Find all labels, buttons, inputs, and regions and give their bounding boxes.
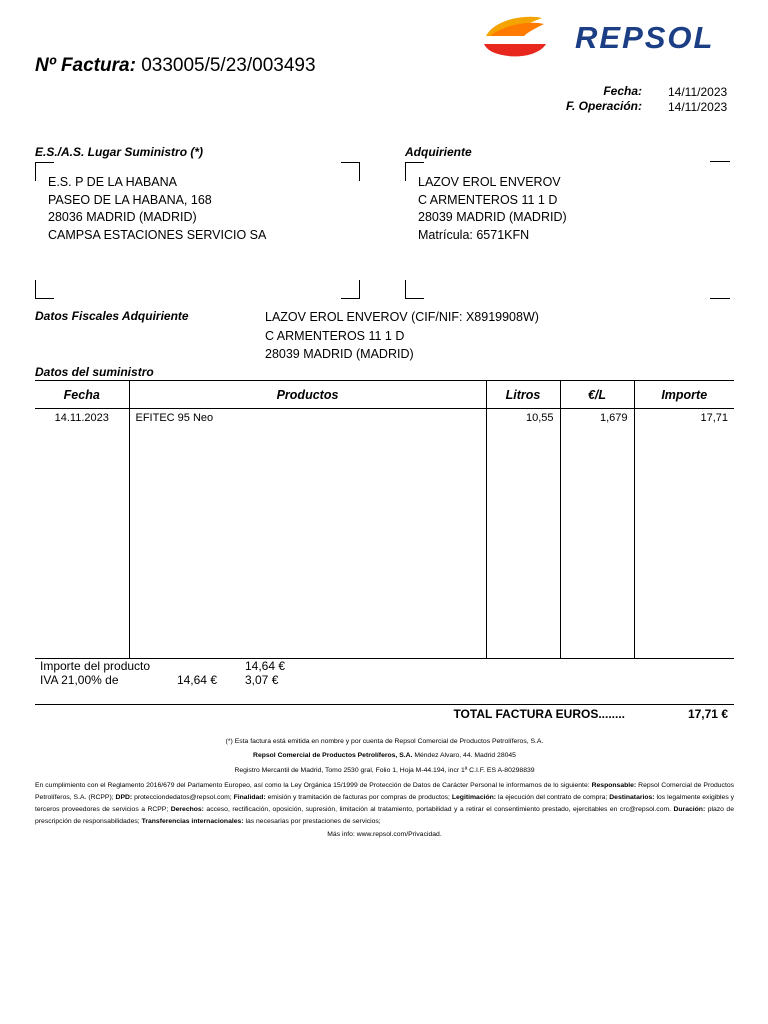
supply-place-label: E.S./A.S. Lugar Suministro (*) bbox=[35, 145, 204, 159]
row-importe: 17,71 bbox=[634, 409, 734, 659]
total-label: TOTAL FACTURA EUROS........ bbox=[453, 707, 625, 721]
fiscal-line: LAZOV EROL ENVEROV (CIF/NIF: X8919908W) bbox=[265, 310, 539, 324]
col-fecha: Fecha bbox=[35, 381, 129, 409]
invoice-number: 033005/5/23/003493 bbox=[141, 55, 316, 76]
supply-table bbox=[35, 380, 734, 659]
gdpr-finalidad-label: Finalidad: bbox=[233, 794, 266, 801]
table-header-row bbox=[35, 381, 734, 409]
col-precio: €/L bbox=[560, 381, 634, 409]
fiscal-label: Datos Fiscales Adquiriente bbox=[35, 309, 189, 323]
col-litros: Litros bbox=[486, 381, 560, 409]
gdpr-destinatarios: los legalmente exigibles y terceros proveedores de servicios a RCPP; bbox=[35, 794, 735, 813]
gdpr-dpd: protecciondedatos@repsol.com; bbox=[134, 794, 232, 801]
supply-place-line: 28036 MADRID (MADRID) bbox=[48, 210, 197, 224]
supply-place-line: CAMPSA ESTACIONES SERVICIO SA bbox=[48, 227, 267, 242]
corner-bottom-right bbox=[710, 298, 730, 299]
corner-top-right bbox=[341, 162, 360, 181]
footer-gdpr bbox=[35, 780, 734, 828]
importe-label: Importe del producto bbox=[40, 659, 151, 673]
brand-name: REPSOL bbox=[575, 20, 715, 55]
footer-company-address: Méndez Alvaro, 44. Madrid 28045 bbox=[414, 752, 516, 759]
repsol-logo bbox=[480, 14, 732, 62]
fiscal-line: C ARMENTEROS 11 1 D bbox=[265, 328, 405, 343]
buyer-line: 28039 MADRID (MADRID) bbox=[418, 210, 567, 224]
footer-more-info: Más info: www.repsol.com/Privacidad. bbox=[327, 831, 442, 838]
row-fecha: 14.11.2023 bbox=[35, 409, 129, 659]
fiscal-line: 28039 MADRID (MADRID) bbox=[265, 347, 414, 361]
gdpr-dpd-label: DPD: bbox=[115, 794, 133, 801]
fecha-label: Fecha: bbox=[603, 84, 642, 98]
buyer-line: Matrícula: 6571KFN bbox=[418, 227, 530, 242]
iva-value: 3,07 € bbox=[245, 673, 279, 687]
gdpr-destinatarios-label: Destinatarios: bbox=[609, 794, 655, 801]
buyer-line: C ARMENTEROS 11 1 D bbox=[418, 192, 558, 207]
footer-company-name: Repsol Comercial de Productos Petrolíferos, S.A. bbox=[253, 752, 413, 759]
gdpr-responsable-label: Responsable: bbox=[591, 782, 637, 789]
corner-top-right bbox=[710, 161, 730, 162]
corner-bottom-left bbox=[35, 280, 54, 299]
footer-registry: Registro Mercantil de Madrid, Tomo 2530 gral, Folio 1, Hoja M-44.194, incr 1ª C.I.F. ES A-80298839 bbox=[234, 767, 535, 774]
corner-bottom-left bbox=[405, 280, 424, 299]
buyer-line: LAZOV EROL ENVEROV bbox=[418, 175, 561, 189]
invoice-number-label: Nº Factura: bbox=[35, 55, 136, 76]
supply-place-line: E.S. P DE LA HABANA bbox=[48, 175, 177, 189]
col-productos: Productos bbox=[129, 381, 486, 409]
gdpr-responsable: Repsol Comercial de Productos Petrolíferos, S.A. (RCPP); bbox=[35, 782, 735, 801]
operacion-value: 14/11/2023 bbox=[668, 100, 728, 114]
fiscal-address bbox=[265, 308, 539, 364]
gdpr-legitimacion-label: Legitimación: bbox=[451, 794, 497, 801]
importe-value: 14,64 € bbox=[245, 659, 286, 673]
table-row bbox=[35, 409, 734, 659]
gdpr-duracion-label: Duración: bbox=[673, 806, 706, 813]
row-precio: 1,679 bbox=[560, 409, 634, 659]
row-litros: 10,55 bbox=[486, 409, 560, 659]
invoice-title bbox=[35, 55, 316, 77]
corner-bottom-right bbox=[341, 280, 360, 299]
divider bbox=[35, 704, 734, 705]
footer-note: (*) Esta factura está emitida en nombre y por cuenta de Repsol Comercial de Productos Petrolíferos, S.A. bbox=[225, 738, 544, 745]
supply-label: Datos del suministro bbox=[35, 365, 154, 379]
total-value: 17,71 € bbox=[687, 707, 728, 721]
row-producto: EFITEC 95 Neo bbox=[129, 409, 486, 659]
gdpr-transferencias-label: Transferencias internacionales: bbox=[141, 818, 244, 825]
buyer-address bbox=[418, 174, 567, 244]
gdpr-duracion: plazo de prescripción de responsabilidades; bbox=[35, 806, 734, 825]
supply-place-line: PASEO DE LA HABANA, 168 bbox=[48, 192, 212, 207]
gdpr-intro: En cumplimiento con el Reglamento 2016/679 del Parlamento Europeo, así como la Ley Orgánica 15/1999 de Protección de Datos de Carácter Personal le informamos de lo siguiente: bbox=[35, 782, 590, 789]
footer-company bbox=[35, 750, 734, 762]
iva-base: 14,64 € bbox=[176, 673, 217, 687]
gdpr-transferencias: las necesarias por prestaciones de servicios; bbox=[245, 818, 381, 825]
gdpr-derechos: acceso, rectificación, oposición, supresión, limitación al tratamiento, portabilidad y a retirar el consentimiento prestado, ejercitables en crc@repsol.com. bbox=[206, 806, 672, 813]
gdpr-finalidad: emisión y tramitación de facturas por compras de productos; bbox=[267, 794, 450, 801]
iva-label: IVA 21,00% de bbox=[40, 673, 119, 687]
supply-place-address bbox=[48, 174, 266, 244]
operacion-label: F. Operación: bbox=[565, 99, 642, 113]
gdpr-derechos-label: Derechos: bbox=[170, 806, 204, 813]
gdpr-legitimacion: la ejecución del contrato de compra; bbox=[497, 794, 608, 801]
fecha-value: 14/11/2023 bbox=[668, 85, 728, 99]
col-importe: Importe bbox=[634, 381, 734, 409]
repsol-flame-icon bbox=[480, 14, 570, 62]
buyer-label: Adquiriente bbox=[405, 145, 472, 159]
